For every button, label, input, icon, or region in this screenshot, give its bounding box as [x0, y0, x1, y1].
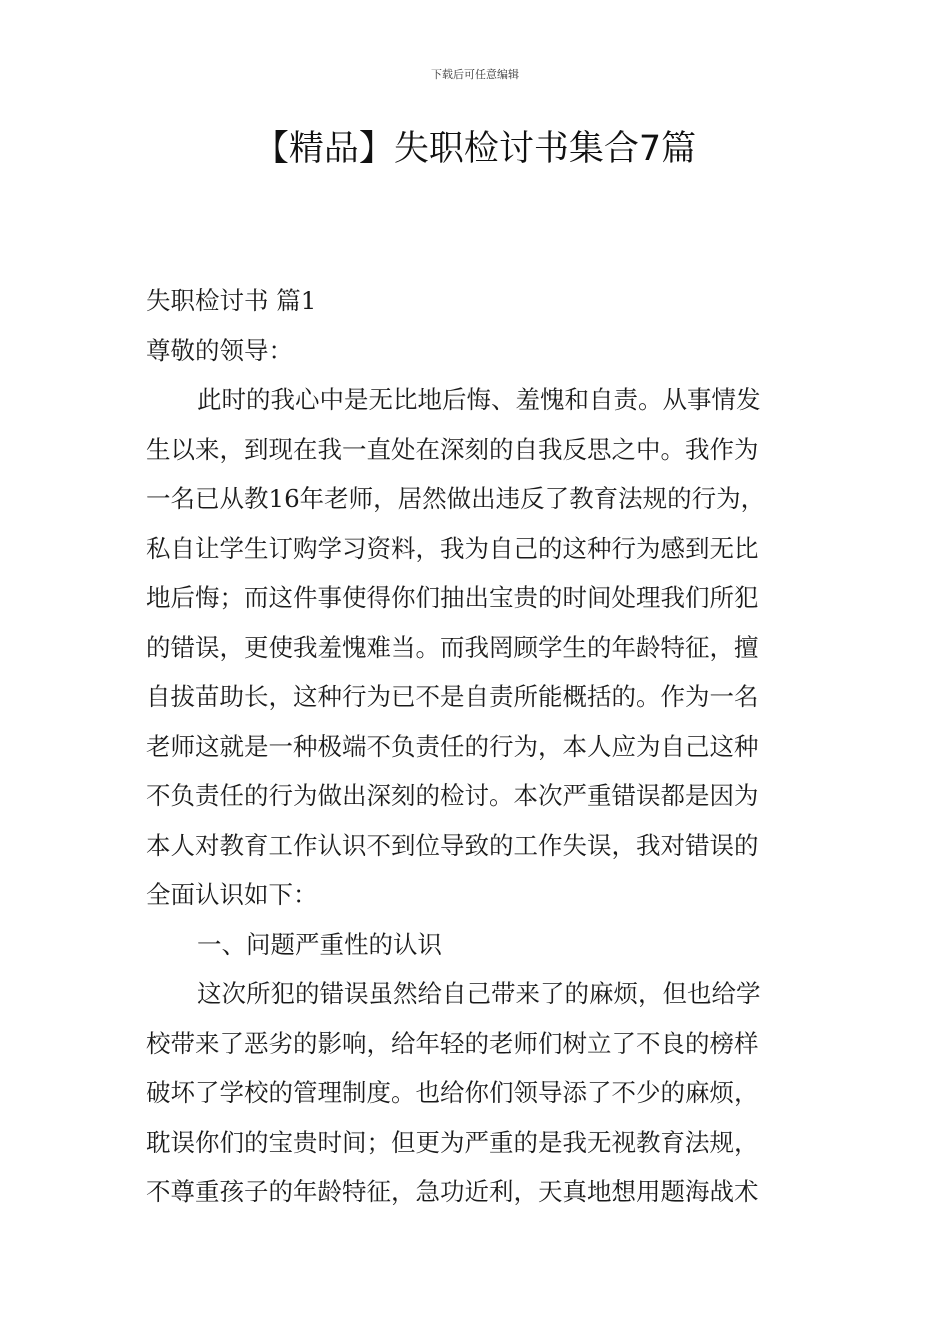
- paragraph-line: 的错误，更使我羞愧难当。而我罔顾学生的年龄特征，擅: [146, 632, 759, 662]
- paragraph-line: 此时的我心中是无比地后悔、羞愧和自责。从事情发: [197, 385, 761, 414]
- subheading: 一、问题严重性的认识: [197, 929, 442, 959]
- paragraph-line: 耽误你们的宝贵时间；但更为严重的是我无视教育法规，: [146, 1127, 759, 1157]
- header-note: 下载后可任意编辑: [431, 68, 519, 81]
- paragraph-line: 地后悔；而这件事使得你们抽出宝贵的时间处理我们所犯: [146, 583, 759, 612]
- paragraph-line: 不尊重孩子的年龄特征，急功近利，天真地想用题海战术: [146, 1177, 759, 1206]
- paragraph-line: 这次所犯的错误虽然给自己带来了的麻烦，但也给学: [197, 979, 761, 1008]
- paragraph-line: 破坏了学校的管理制度。也给你们领导添了不少的麻烦，: [146, 1078, 759, 1107]
- paragraph-line: 校带来了恶劣的影响，给年轻的老师们树立了不良的榜样: [146, 1028, 759, 1058]
- paragraph-line: 自拔苗助长，这种行为已不是自责所能概括的。作为一名: [146, 682, 759, 711]
- salutation: 尊敬的领导：: [146, 335, 293, 365]
- paragraph-line: 全面认识如下：: [146, 880, 318, 909]
- paragraph-line: 老师这就是一种极端不负责任的行为，本人应为自己这种: [146, 731, 759, 761]
- document-title: 【精品】失职检讨书集合7篇: [253, 129, 697, 169]
- document-body: [146, 276, 806, 1217]
- paragraph-line: 不负责任的行为做出深刻的检讨。本次严重错误都是因为: [146, 781, 759, 810]
- paragraph-line: 私自让学生订购学习资料，我为自己的这种行为感到无比: [146, 533, 759, 563]
- paragraph-line: 本人对教育工作认识不到位导致的工作失误，我对错误的: [146, 830, 759, 860]
- paragraph-line: 一名已从教16年老师，居然做出违反了教育法规的行为，: [146, 484, 766, 513]
- section-heading: 失职检讨书 篇1: [146, 286, 317, 315]
- paragraph-line: 生以来，到现在我一直处在深刻的自我反思之中。我作为: [146, 434, 759, 464]
